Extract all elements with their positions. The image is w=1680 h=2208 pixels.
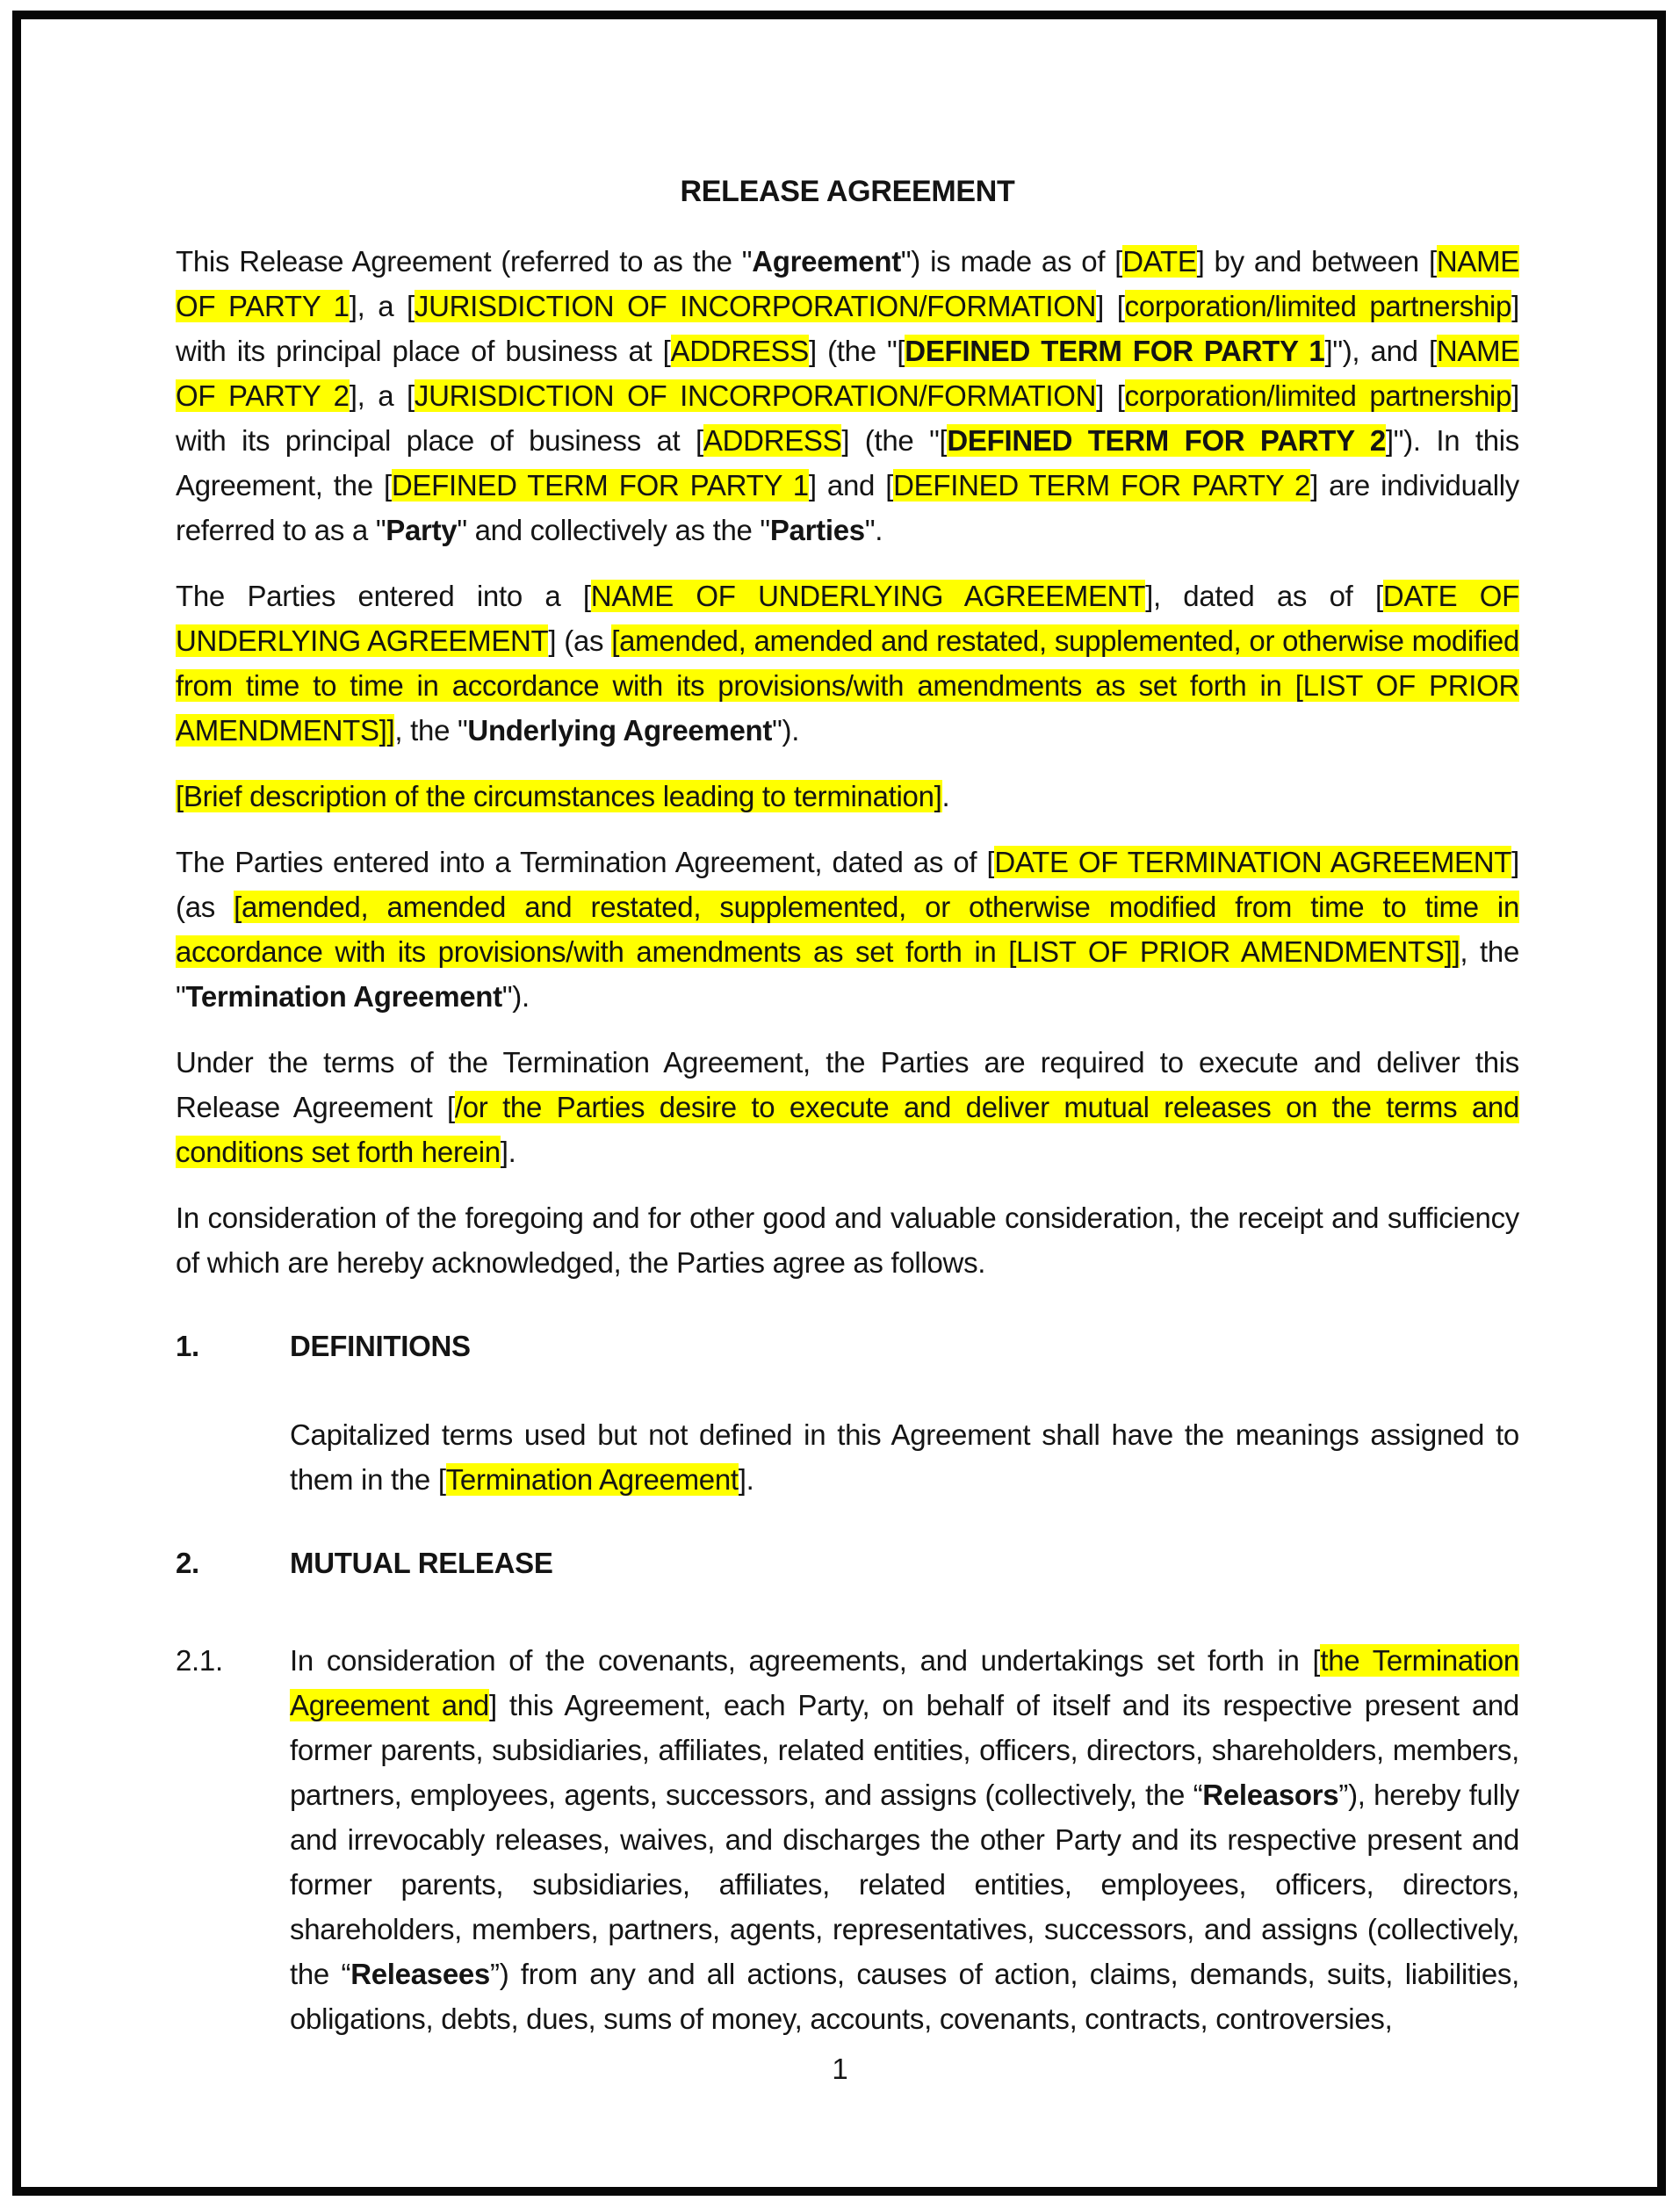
highlighted-placeholder: corporation/limited partnership: [1124, 290, 1512, 322]
intro-paragraph-1: [176, 239, 1519, 552]
highlighted-placeholder: ADDRESS: [670, 335, 809, 367]
highlighted-placeholder: JURISDICTION OF INCORPORATION/FORMATION: [414, 290, 1097, 322]
text-run: ”) from any and all actions, causes of action, claims, demands, suits, liabilities, obligations, debts, dues, sums of money, accounts, covenants, contracts, controversies,: [290, 1958, 1519, 2035]
intro-paragraph-4: [176, 840, 1519, 1019]
intro-paragraph-3: [176, 774, 1519, 819]
text-run: ], a [: [349, 290, 415, 322]
section-2-heading-row: [176, 1541, 1519, 1585]
section-1-heading-row: [176, 1324, 1519, 1368]
text-run: ] [: [1096, 290, 1125, 322]
text-run: ]"). In this Agreement, the [: [176, 424, 1519, 501]
highlighted-placeholder: ADDRESS: [703, 424, 842, 457]
text-run: ] are individually referred to as a ": [176, 469, 1519, 546]
intro-paragraph-5: [176, 1040, 1519, 1174]
text-run: The Parties entered into a Termination Agreement, dated as of [: [176, 846, 995, 878]
text-run: ]"), and [: [1324, 335, 1437, 367]
text-run: " and collectively as the ": [457, 514, 770, 546]
highlighted-placeholder: DATE: [1122, 245, 1197, 278]
text-run: ].: [500, 1136, 516, 1168]
text-run: ], a [: [349, 379, 415, 412]
text-run: ] with its principal place of business at [: [176, 290, 1519, 367]
highlighted-placeholder: DEFINED TERM FOR PARTY 2: [947, 424, 1386, 457]
highlighted-placeholder: [amended, amended and restated, supplemented, or otherwise modified from time to time in accordance with its provisions/with amendments as set forth in [LIST OF PRIOR AMENDMENTS]]: [176, 624, 1519, 747]
document-body: [176, 0, 1519, 2041]
text-run: ] (the "[: [808, 335, 905, 367]
text-run: , the ": [176, 935, 1519, 1013]
text-run: In consideration of the covenants, agreements, and undertakings set forth in [: [290, 1644, 1321, 1677]
highlighted-placeholder: NAME OF UNDERLYING AGREEMENT: [590, 580, 1146, 612]
text-run: Termination Agreement: [185, 980, 502, 1013]
text-run: ”), hereby fully and irrevocably releases, waives, and discharges the other Party and its respective present and former parents, subsidiaries, affiliates, related entities, employees, officers, directors, shareholders, members, partners, agents, representatives, successors, and assigns (collectively, the “: [290, 1779, 1519, 1990]
text-run: ") is made as of [: [900, 245, 1123, 278]
text-run: ] with its principal place of business at [: [176, 379, 1519, 457]
text-run: , the ": [394, 714, 468, 747]
text-run: ] and [: [808, 469, 894, 501]
section-1-heading: DEFINITIONS: [290, 1330, 471, 1362]
text-run: Capitalized terms used but not defined in this Agreement shall have the meanings assigned to them in the [: [290, 1418, 1519, 1496]
text-run: .: [941, 780, 950, 812]
intro-paragraph-2: [176, 574, 1519, 753]
clause-2-1-number: 2.1.: [176, 1644, 223, 1677]
highlighted-placeholder: DATE OF TERMINATION AGREEMENT: [994, 846, 1512, 878]
text-run: Under the terms of the Termination Agreement, the Parties are required to execute and deliver this Release Agreement [: [176, 1046, 1519, 1123]
text-run: ], dated as of [: [1145, 580, 1383, 612]
document-title: RELEASE AGREEMENT: [680, 175, 1015, 208]
highlighted-placeholder: the Termination Agreement and: [290, 1644, 1519, 1721]
text-run: ] (the "[: [841, 424, 948, 457]
text-run: ].: [738, 1463, 754, 1496]
highlighted-placeholder: corporation/limited partnership: [1124, 379, 1512, 412]
highlighted-placeholder: /or the Parties desire to execute and deliver mutual releases on the terms and conditions set forth herein: [176, 1091, 1520, 1168]
text-run: ] (as: [176, 846, 1519, 923]
highlighted-placeholder: DATE OF UNDERLYING AGREEMENT: [176, 580, 1520, 657]
text-run: ".: [864, 514, 883, 546]
highlighted-placeholder: DEFINED TERM FOR PARTY 1: [905, 335, 1325, 367]
text-run: Releasees: [350, 1958, 490, 1990]
section-1-body: [290, 1412, 1519, 1502]
section-1-number: 1.: [176, 1330, 199, 1362]
text-run: ] (as: [548, 624, 612, 657]
text-run: Releasors: [1202, 1779, 1339, 1811]
text-run: ").: [501, 980, 530, 1013]
text-run: Underlying Agreement: [467, 714, 773, 747]
text-run: ] [: [1096, 379, 1125, 412]
clause-2-1-row: [176, 1638, 1519, 2041]
text-run: ] by and between [: [1196, 245, 1437, 278]
highlighted-placeholder: DEFINED TERM FOR PARTY 2: [893, 469, 1311, 501]
text-run: Agreement: [752, 245, 901, 278]
section-2-heading: MUTUAL RELEASE: [290, 1547, 553, 1579]
highlighted-placeholder: DEFINED TERM FOR PARTY 1: [391, 469, 809, 501]
clause-2-1-text: [290, 1638, 1519, 2041]
text-run: The Parties entered into a [: [176, 580, 591, 612]
highlighted-placeholder: JURISDICTION OF INCORPORATION/FORMATION: [414, 379, 1097, 412]
highlighted-placeholder: NAME OF PARTY 1: [176, 245, 1519, 322]
section-2-number: 2.: [176, 1547, 199, 1579]
page-number-footer: 1: [832, 2053, 848, 2085]
highlighted-placeholder: Termination Agreement: [445, 1463, 739, 1496]
text-run: Parties: [769, 514, 865, 546]
text-run: This Release Agreement (referred to as the ": [176, 245, 753, 278]
text-run: Party: [386, 514, 458, 546]
highlighted-placeholder: [Brief description of the circumstances leading to termination]: [176, 780, 942, 812]
intro-paragraph-6: [176, 1195, 1519, 1285]
text-run: ] this Agreement, each Party, on behalf of itself and its respective present and former parents, subsidiaries, affiliates, related entities, officers, directors, shareholders, members, partners, employees, agents, successors, and assigns (collectively, the “: [290, 1689, 1519, 1811]
text-run: In consideration of the foregoing and for other good and valuable consideration, the receipt and sufficiency of which are hereby acknowledged, the Parties agree as follows.: [176, 1201, 1519, 1279]
text-run: ").: [772, 714, 800, 747]
highlighted-placeholder: [amended, amended and restated, supplemented, or otherwise modified from time to time in accordance with its provisions/with amendments as set forth in [LIST OF PRIOR AMENDMENTS]]: [176, 891, 1519, 968]
highlighted-placeholder: NAME OF PARTY 2: [176, 335, 1519, 412]
